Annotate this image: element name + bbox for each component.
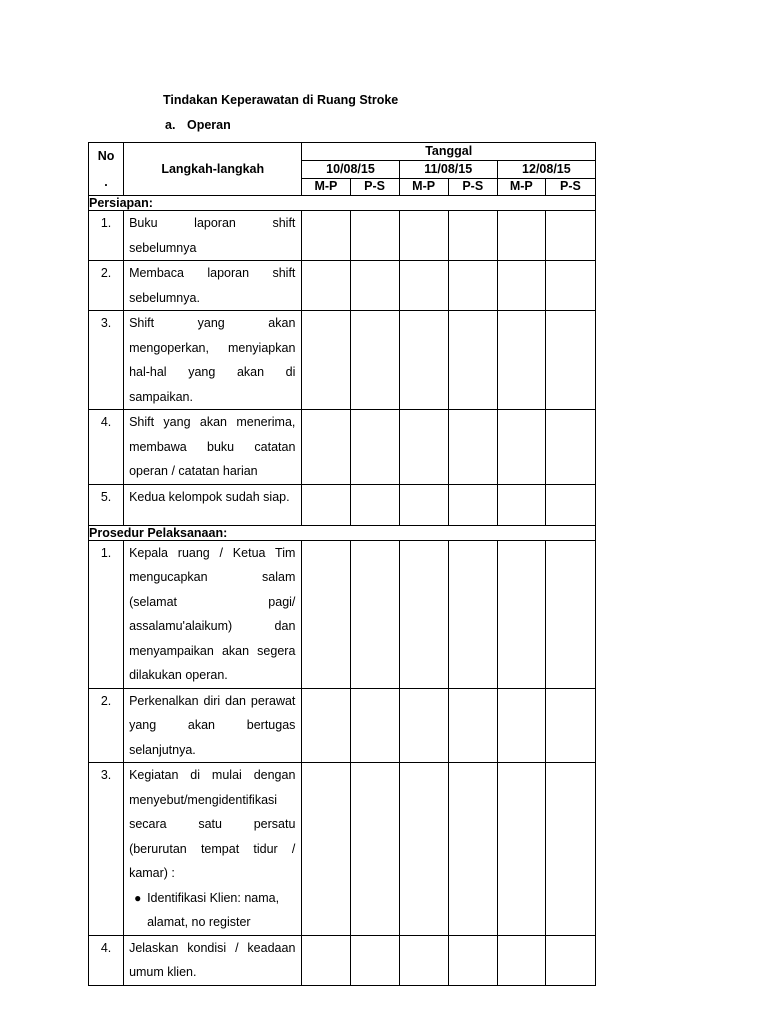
row-number: 1.	[89, 211, 124, 261]
step-text: Membaca laporan shift sebelumnya.	[124, 261, 302, 311]
check-cell[interactable]	[448, 540, 497, 688]
table-row	[89, 935, 596, 985]
table-row	[89, 540, 596, 688]
header-shift: M-P	[302, 178, 350, 195]
header-date-3: 12/08/15	[497, 161, 595, 178]
check-cell[interactable]	[302, 261, 350, 311]
table-row	[89, 211, 596, 261]
header-shift: M-P	[497, 178, 545, 195]
step-text	[124, 763, 302, 936]
header-shift: P-S	[448, 178, 497, 195]
check-cell[interactable]	[497, 540, 545, 688]
check-cell[interactable]	[497, 763, 545, 936]
check-cell[interactable]	[399, 688, 448, 763]
step-text: Perkenalkan diri dan perawat yang akan bertugas selanjutnya.	[124, 688, 302, 763]
check-cell[interactable]	[302, 935, 350, 985]
step-text: Shift yang akan menerima, membawa buku catatan operan / catatan harian	[124, 410, 302, 485]
header-date-1: 10/08/15	[302, 161, 399, 178]
check-cell[interactable]	[350, 763, 399, 936]
check-cell[interactable]	[545, 211, 595, 261]
check-cell[interactable]	[497, 261, 545, 311]
table-row	[89, 484, 596, 525]
section-row-prosedur	[89, 525, 596, 540]
check-cell[interactable]	[350, 311, 399, 410]
check-cell[interactable]	[448, 935, 497, 985]
check-cell[interactable]	[399, 311, 448, 410]
check-cell[interactable]	[350, 484, 399, 525]
section-title: Prosedur Pelaksanaan:	[89, 525, 596, 540]
check-cell[interactable]	[302, 484, 350, 525]
check-cell[interactable]	[350, 261, 399, 311]
table-row	[89, 410, 596, 485]
step-text: Jelaskan kondisi / keadaan umum klien.	[124, 935, 302, 985]
check-cell[interactable]	[302, 763, 350, 936]
list-item	[134, 886, 295, 935]
header-shift: M-P	[399, 178, 448, 195]
check-cell[interactable]	[545, 688, 595, 763]
table-row	[89, 763, 596, 936]
bullet-text: Identifikasi Klien: nama, alamat, no register	[147, 890, 280, 929]
header-shift: P-S	[350, 178, 399, 195]
step-text: Buku laporan shift sebelumnya	[124, 211, 302, 261]
check-cell[interactable]	[350, 211, 399, 261]
row-number: 4.	[89, 935, 124, 985]
check-cell[interactable]	[545, 540, 595, 688]
check-cell[interactable]	[448, 211, 497, 261]
step-text: Kepala ruang / Ketua Tim mengucapkan salam (selamat pagi/ assalamu'alaikum) dan menyampaikan akan segera dilakukan operan.	[124, 540, 302, 688]
check-cell[interactable]	[545, 763, 595, 936]
check-cell[interactable]	[497, 410, 545, 485]
check-cell[interactable]	[302, 688, 350, 763]
check-cell[interactable]	[302, 540, 350, 688]
operan-checklist-table	[88, 142, 596, 986]
check-cell[interactable]	[545, 935, 595, 985]
header-tanggal: Tanggal	[302, 143, 596, 161]
check-cell[interactable]	[448, 311, 497, 410]
check-cell[interactable]	[448, 688, 497, 763]
check-cell[interactable]	[545, 311, 595, 410]
step-text: Shift yang akan mengoperkan, menyiapkan hal-hal yang akan di sampaikan.	[124, 311, 302, 410]
row-number: 3.	[89, 311, 124, 410]
section-name: Operan	[187, 118, 231, 132]
check-cell[interactable]	[497, 211, 545, 261]
table-row	[89, 261, 596, 311]
check-cell[interactable]	[350, 540, 399, 688]
check-cell[interactable]	[399, 935, 448, 985]
section-row-persiapan	[89, 196, 596, 211]
table-row	[89, 311, 596, 410]
step-text-main: Kegiatan di mulai dengan menyebut/mengidentifikasi secara satu persatu (berurutan tempat tidur / kamar) :	[129, 768, 296, 880]
check-cell[interactable]	[399, 261, 448, 311]
check-cell[interactable]	[302, 410, 350, 485]
check-cell[interactable]	[399, 763, 448, 936]
check-cell[interactable]	[399, 211, 448, 261]
row-number: 1.	[89, 540, 124, 688]
bullet-icon: ●	[134, 890, 142, 905]
check-cell[interactable]	[350, 935, 399, 985]
document-title: Tindakan Keperawatan di Ruang Stroke	[163, 93, 399, 107]
check-cell[interactable]	[497, 688, 545, 763]
step-bullet-list	[129, 886, 295, 935]
check-cell[interactable]	[545, 484, 595, 525]
row-number: 2.	[89, 261, 124, 311]
header-shift: P-S	[545, 178, 595, 195]
section-title: Persiapan:	[89, 196, 596, 211]
header-no-line2: .	[104, 175, 108, 189]
row-number: 2.	[89, 688, 124, 763]
check-cell[interactable]	[545, 261, 595, 311]
check-cell[interactable]	[448, 410, 497, 485]
check-cell[interactable]	[302, 211, 350, 261]
row-number: 3.	[89, 763, 124, 936]
check-cell[interactable]	[545, 410, 595, 485]
header-no-line1: No	[97, 149, 115, 163]
header-steps: Langkah-langkah	[124, 143, 302, 196]
check-cell[interactable]	[497, 935, 545, 985]
check-cell[interactable]	[497, 484, 545, 525]
header-date-2: 11/08/15	[399, 161, 497, 178]
check-cell[interactable]	[448, 484, 497, 525]
step-text: Kedua kelompok sudah siap.	[124, 484, 302, 525]
check-cell[interactable]	[497, 311, 545, 410]
section-letter: a.	[165, 118, 176, 132]
check-cell[interactable]	[448, 261, 497, 311]
check-cell[interactable]	[302, 311, 350, 410]
row-number: 4.	[89, 410, 124, 485]
check-cell[interactable]	[399, 484, 448, 525]
check-cell[interactable]	[448, 763, 497, 936]
row-number: 5.	[89, 484, 124, 525]
section-heading	[165, 118, 231, 132]
check-cell[interactable]	[399, 540, 448, 688]
header-no	[89, 143, 124, 196]
check-cell[interactable]	[350, 688, 399, 763]
table-row	[89, 688, 596, 763]
check-cell[interactable]	[350, 410, 399, 485]
check-cell[interactable]	[399, 410, 448, 485]
